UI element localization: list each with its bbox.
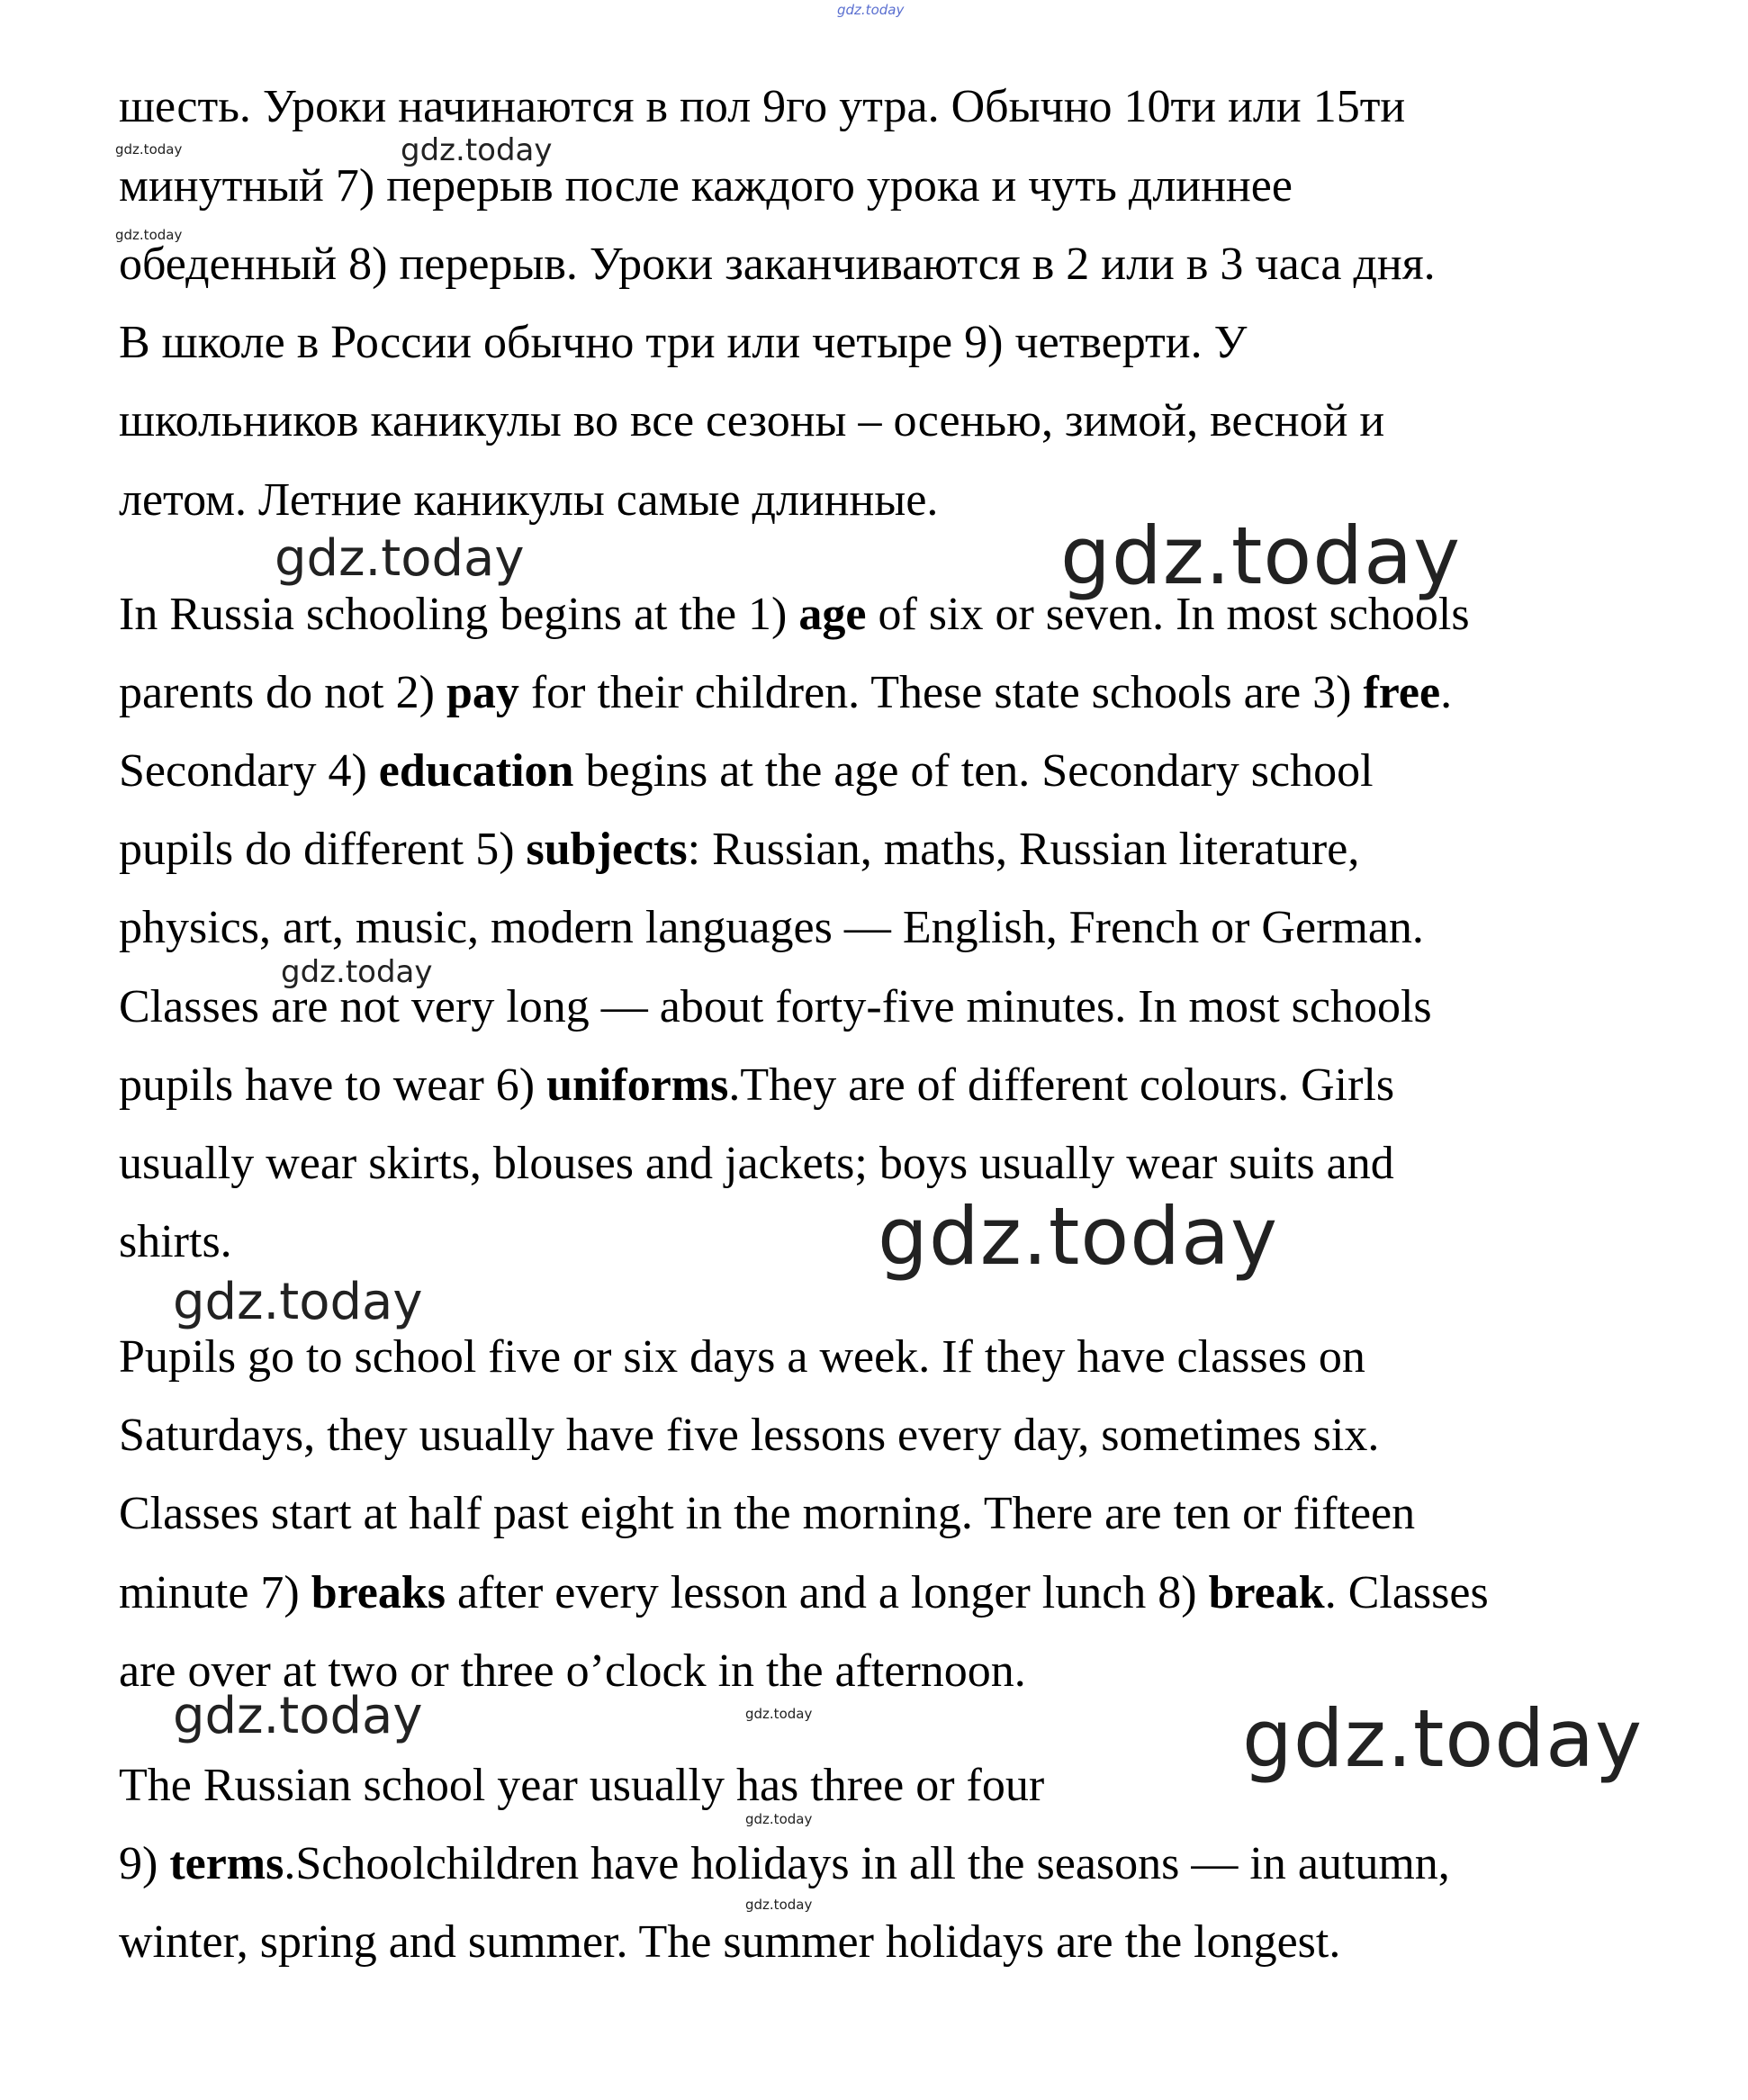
- text-line: parents do not 2) pay for their children. These state schools are 3) free.: [119, 667, 1453, 718]
- text-line: Classes are not very long — about forty-five minutes. In most schools: [119, 981, 1432, 1032]
- text-line: 9) terms.Schoolchildren have holidays in all the seasons — in autumn,: [119, 1838, 1450, 1889]
- russian-line: обеденный 8) перерыв. Уроки заканчиваются в 2 или в 3 часа дня.: [119, 239, 1436, 290]
- russian-line: школьников каникулы во все сезоны – осенью, зимой, весной и: [119, 395, 1385, 446]
- text-line: shirts.: [119, 1216, 232, 1267]
- russian-line: минутный 7) перерыв после каждого урока и чуть длиннее: [119, 160, 1293, 212]
- watermark-xlarge: gdz.today: [878, 1190, 1279, 1283]
- watermark-small: gdz.today: [745, 1897, 813, 1913]
- text-line: winter, spring and summer. The summer holidays are the longest.: [119, 1916, 1341, 1968]
- answer-word: breaks: [311, 1567, 446, 1618]
- watermark-large: gdz.today: [173, 1687, 423, 1745]
- text-line: physics, art, music, modern languages — English, French or German.: [119, 902, 1424, 953]
- text-line: In Russia schooling begins at the 1) age of six or seven. In most schools: [119, 589, 1470, 640]
- russian-line: летом. Летние каникулы самые длинные.: [119, 474, 939, 526]
- watermark-medium: gdz.today: [281, 954, 433, 990]
- text-line: pupils do different 5) subjects: Russian, maths, Russian literature,: [119, 824, 1360, 875]
- answer-word: age: [798, 589, 867, 640]
- text-line: Classes start at half past eight in the morning. There are ten or fifteen: [119, 1488, 1416, 1539]
- text-line: Saturdays, they usually have five lessons every day, sometimes six.: [119, 1410, 1380, 1461]
- answer-word: pay: [446, 667, 519, 718]
- answer-word: break: [1208, 1567, 1325, 1618]
- text-line: usually wear skirts, blouses and jackets; boys usually wear suits and: [119, 1138, 1394, 1189]
- text-line: are over at two or three o’clock in the afternoon.: [119, 1645, 1026, 1697]
- answer-word: free: [1363, 667, 1441, 718]
- watermark-xlarge: gdz.today: [1242, 1692, 1644, 1785]
- watermark-xlarge: gdz.today: [1060, 509, 1462, 602]
- text-line: The Russian school year usually has three or four: [119, 1760, 1045, 1811]
- watermark-large: gdz.today: [173, 1273, 423, 1331]
- answer-word: education: [378, 745, 574, 797]
- watermark-small: gdz.today: [115, 141, 183, 158]
- russian-line: В школе в России обычно три или четыре 9) четверти. У: [119, 317, 1248, 368]
- text-line: Secondary 4) education begins at the age of ten. Secondary school: [119, 745, 1374, 797]
- watermark-small: gdz.today: [745, 1811, 813, 1827]
- answer-word: subjects: [526, 824, 688, 875]
- answer-word: terms: [169, 1838, 284, 1889]
- answer-word: uniforms: [546, 1059, 729, 1111]
- text-line: minute 7) breaks after every lesson and a longer lunch 8) break. Classes: [119, 1567, 1489, 1618]
- text-line: Pupils go to school five or six days a week. If they have classes on: [119, 1331, 1365, 1383]
- watermark-top: gdz.today: [837, 2, 905, 18]
- watermark-small: gdz.today: [115, 227, 183, 243]
- russian-line: шесть. Уроки начинаются в пол 9го утра. Обычно 10ти или 15ти: [119, 81, 1406, 132]
- watermark-medium: gdz.today: [401, 132, 553, 168]
- text-line: pupils have to wear 6) uniforms.They are of different colours. Girls: [119, 1059, 1395, 1111]
- watermark-large: gdz.today: [275, 529, 525, 588]
- watermark-small: gdz.today: [745, 1706, 813, 1722]
